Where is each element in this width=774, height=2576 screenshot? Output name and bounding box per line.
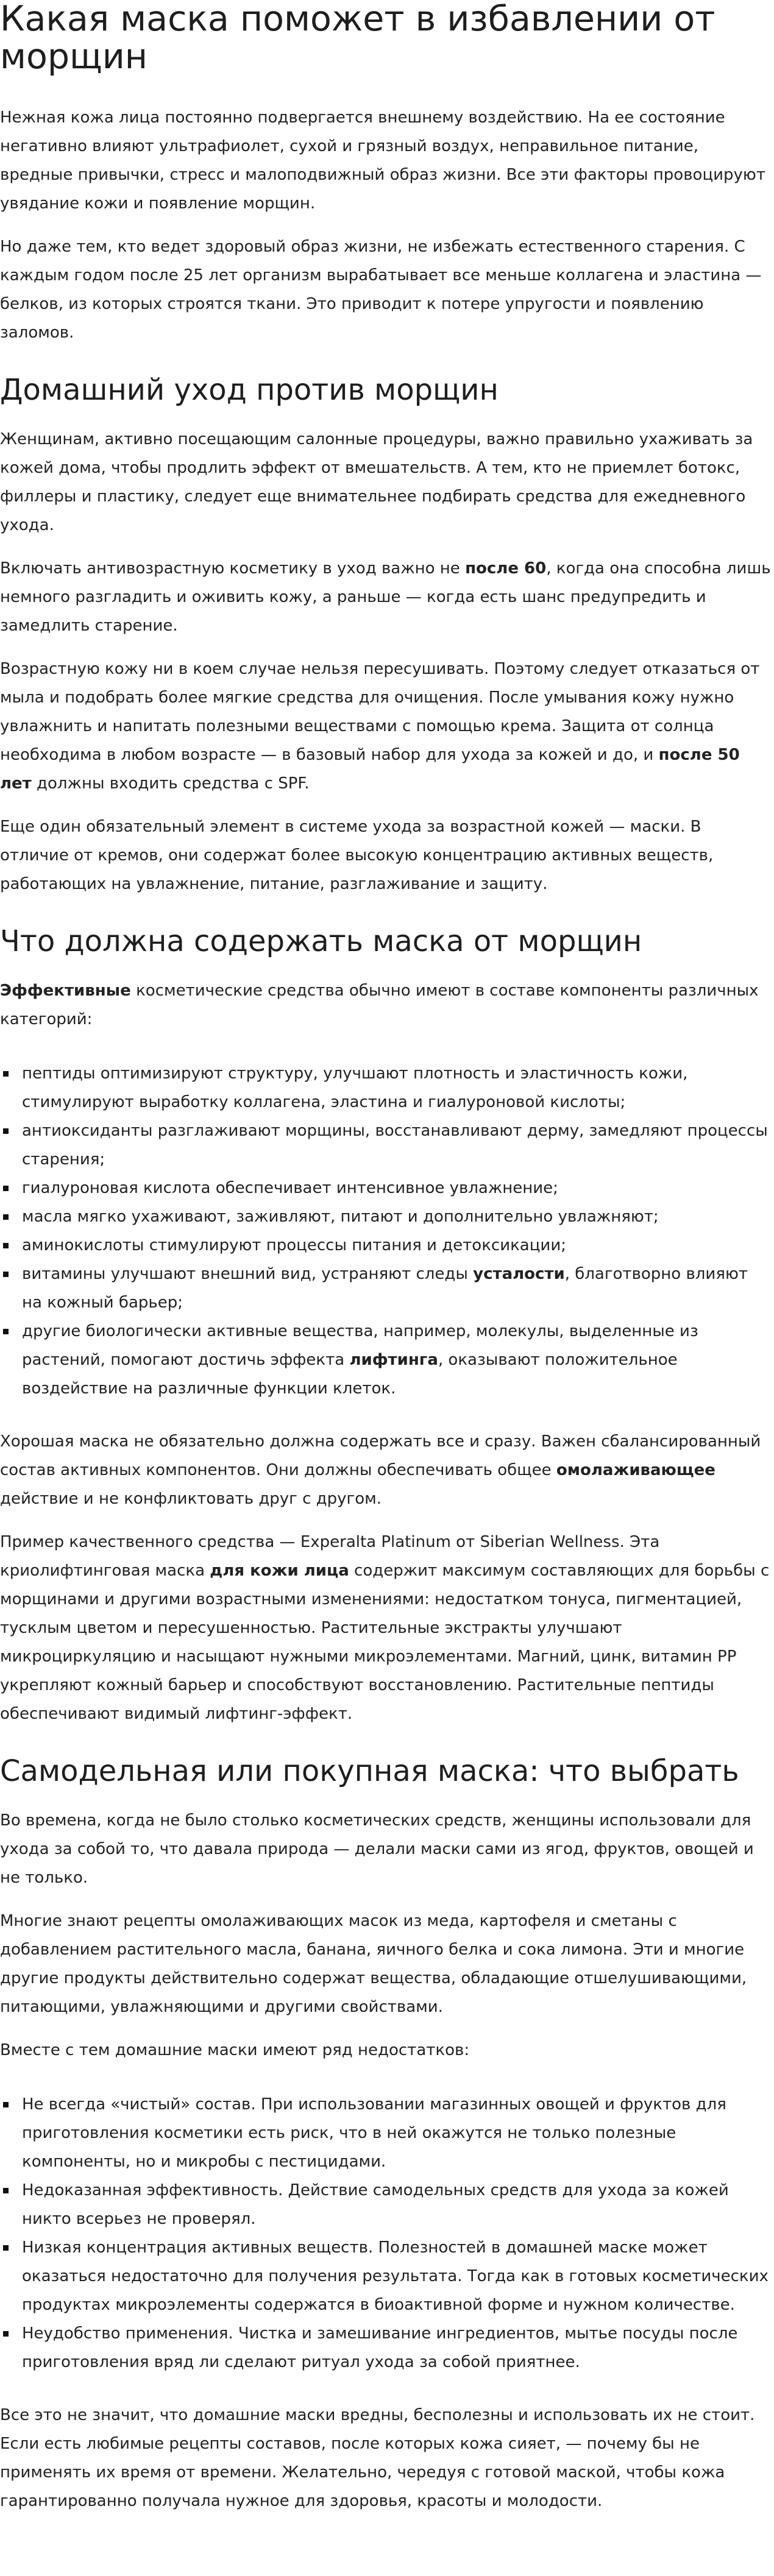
list-item: Неудобство применения. Чистка и замешивание ингредиентов, мытье посуды после приготовления вряд ли сделают ритуал ухода за собой приятнее. (0, 2319, 772, 2377)
text-segment: действие и не конфликтовать друг с другом. (0, 1490, 382, 1508)
intro-paragraph-1: Нежная кожа лица постоянно подвергается внешнему воздействию. На ее состояние негативно влияют ультрафиолет, сухой и грязный воздух, неправильное питание, вредные привычки, стресс и малоподвижный образ жизни. Все эти факторы провоцируют увядание кожи и появление морщин. (0, 108, 765, 213)
home-care-paragraph-4: Еще один обязательный элемент в системе ухода за возрастной кожей — маски. В отличие от кремов, они содержат более высокую концентрацию активных веществ, работающих на увлажнение, питание, разглаживание и защиту. (0, 818, 714, 893)
contents-paragraph-1 (0, 977, 772, 1034)
text-segment: Возрастную кожу ни в коем случае нельзя пересушивать. Поэтому следует отказаться от мыла и подобрать более мягкие средства для очищения. После умывания кожу нужно увлажнить и напитать полезными веществами с помощью крема. Защита от солнца необходима в любом возрасте — в базовый набор для ухода за кожей и до, и (0, 660, 760, 764)
list-item: масла мягко ухаживают, заживляют, питают и дополнительно увлажняют; (0, 1203, 772, 1231)
link-after-60[interactable]: после 60 (465, 559, 547, 578)
link-face-skin[interactable]: для кожи лица (210, 1562, 349, 1580)
link-effective[interactable]: Эффективные (0, 982, 131, 1000)
home-care-paragraph-1: Женщинам, активно посещающим салонные процедуры, важно правильно ухаживать за кожей дома, чтобы продлить эффект от вмешательств. А тем, кто не приемлет ботокс, филлеры и пластику, следует еще внимательнее подбирать средства для ежедневного ухода. (0, 430, 753, 534)
section-heading-home-care: Домашний уход против морщин (0, 373, 499, 407)
list-item: пептиды оптимизируют структуру, улучшают плотность и эластичность кожи, стимулируют выработку коллагена, эластина и гиалуроновой кислоты; (0, 1060, 772, 1117)
homemade-paragraph-2: Многие знают рецепты омолаживающих масок из меда, картофеля и сметаны с добавлением растительного масла, банана, яичного белка и сока лимона. Эти и многие другие продукты действительно содержат вещества, обладающие отшелушивающими, питающими, увлажняющими и другими свойствами. (0, 1912, 747, 2016)
contents-paragraph-3 (0, 1528, 772, 1729)
list-item (0, 1317, 772, 1403)
text-segment: , оказывают положительное воздействие на различные функции клеток. (22, 1351, 678, 1398)
text-segment: косметические средства обычно имеют в составе компоненты различных категорий: (0, 982, 759, 1028)
homemade-paragraph-1: Во времена, когда не было столько косметических средств, женщины использовали для ухода за собой то, что давала природа — делали маски сами из ягод, фруктов, овощей и не только. (0, 1811, 754, 1887)
list-item: Недоказанная эффективность. Действие самодельных средств для ухода за кожей никто всерьез не проверял. (0, 2176, 772, 2234)
text-segment: Хорошая маска не обязательно должна содержать все и сразу. Важен сбалансированный состав активных компонентов. Они должны обеспечивать общее (0, 1432, 761, 1479)
home-care-paragraph-2 (0, 554, 772, 640)
link-after-50[interactable]: после 50 лет (0, 746, 740, 793)
link-lifting[interactable]: лифтинга (349, 1351, 438, 1369)
link-rejuvenating[interactable]: омолаживающее (556, 1461, 715, 1479)
text-segment: витамины улучшают внешний вид, устраняют следы (22, 1265, 474, 1283)
intro-paragraph-2: Но даже тем, кто ведет здоровый образ жизни, не избежать естественного старения. С каждым годом после 25 лет организм вырабатывает все меньше коллагена и эластина — белков, из которых строятся ткани. Это приводит к потере упругости и появлению заломов. (0, 238, 762, 342)
list-item: гиалуроновая кислота обеспечивает интенсивное увлажнение; (0, 1174, 772, 1203)
section-heading-contents: Что должна содержать маска от морщин (0, 924, 642, 958)
homemade-paragraph-3: Вместе с тем домашние маски имеют ряд недостатков: (0, 2041, 470, 2059)
text-segment: другие биологически активные вещества, например, молекулы, выделенные из растений, помогают достичь эффекта (22, 1322, 698, 1369)
list-item: аминокислоты стимулируют процессы питания и детоксикации; (0, 1231, 772, 1260)
text-segment: , когда она способна лишь немного разгладить и оживить кожу, а раньше — когда есть шанс предупредить и замедлить старение. (0, 559, 771, 635)
page-title: Какая маска поможет в избавлении от морщин (0, 0, 715, 77)
section-heading-homemade: Самодельная или покупная маска: что выбрать (0, 1754, 739, 1788)
link-fatigue[interactable]: усталости (473, 1265, 565, 1283)
text-segment: , благотворно влияют на кожный барьер; (22, 1265, 748, 1312)
drawbacks-list (0, 2090, 772, 2377)
text-segment: должны входить средства с SPF. (31, 774, 310, 793)
list-item: антиоксиданты разглаживают морщины, восстанавливают дерму, замедляют процессы старения; (0, 1117, 772, 1174)
homemade-paragraph-4: Все это не значит, что домашние маски вредны, бесполезны и использовать их не стоит. Если есть любимые рецепты составов, после которых кожа сияет, — почему бы не применять их время от времени. Желательно, чередуя с готовой маской, чтобы кожа гарантированно получала нужное для здоровья, красоты и молодости. (0, 2406, 755, 2510)
ingredients-list (0, 1060, 772, 1403)
list-item (0, 1260, 772, 1317)
list-item: Не всегда «чистый» состав. При использовании магазинных овощей и фруктов для приготовления косметики есть риск, что в ней окажутся не только полезные компоненты, но и микробы с пестицидами. (0, 2090, 772, 2176)
text-segment: Включать антивозрастную косметику в уход важно не (0, 559, 466, 578)
contents-paragraph-2 (0, 1428, 772, 1513)
home-care-paragraph-3 (0, 655, 772, 798)
list-item: Низкая концентрация активных веществ. Полезностей в домашней маске может оказаться недостаточно для получения результата. Тогда как в готовых косметических продуктах микроэлементы содержатся в биоактивной форме и нужном количестве. (0, 2234, 772, 2319)
text-segment: Пример качественного средства — Experalta Platinum от Siberian Wellness. Эта криолифтинговая маска (0, 1533, 660, 1580)
text-segment: содержит максимум составляющих для борьбы с морщинами и другими возрастными изменениями: недостатком тонуса, пигментацией, тусклым цветом и пересушенностью. Растительные экстракты улучшают микроциркуляцию и насыщают нужными микроэлементами. Магний, цинк, витамин PP укрепляют кожный барьер и способствуют восстановлению. Растительные пептиды обеспечивают видимый лифтинг-эффект. (0, 1562, 770, 1723)
